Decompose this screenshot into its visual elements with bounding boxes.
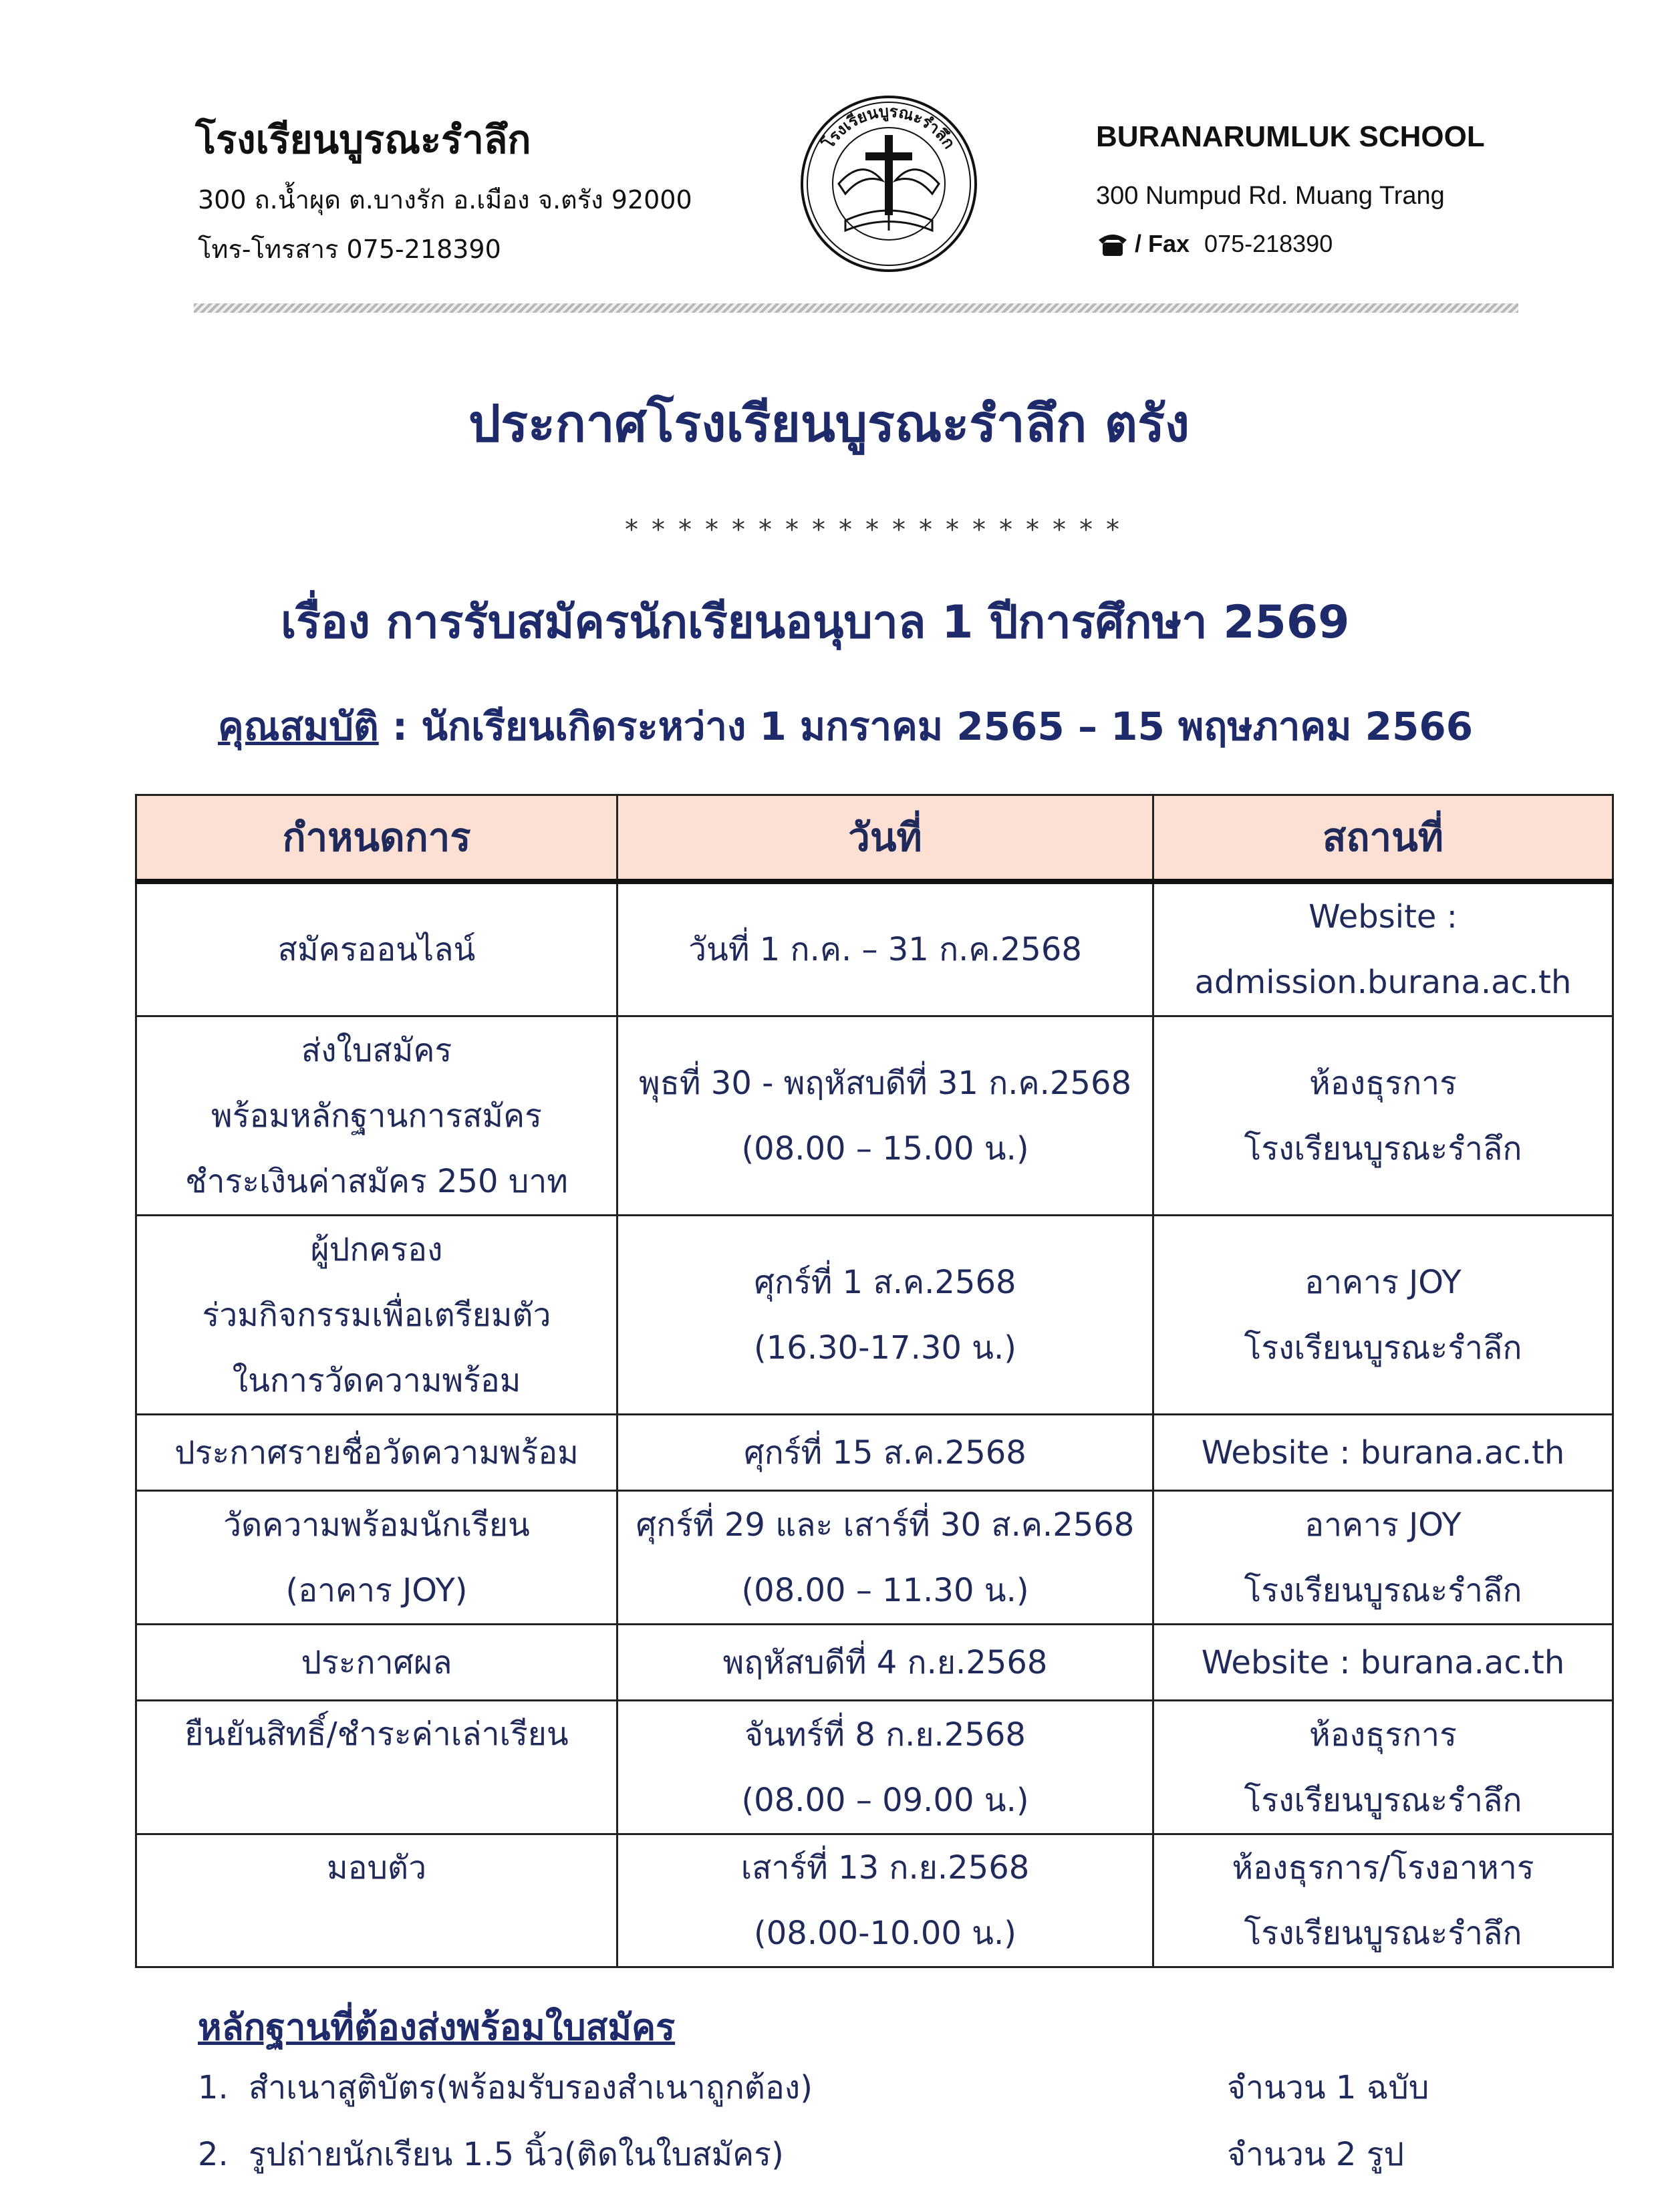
place-cell (1153, 1701, 1613, 1834)
activity-line: ชำระเงินค่าสมัคร 250 บาท (185, 1162, 568, 1200)
item-text: รูปถ่ายนักเรียน 1.5 นิ้ว(ติดในใบสมัคร) (249, 2136, 784, 2173)
activity-cell (136, 1016, 617, 1216)
place-cell (1153, 1016, 1613, 1216)
activity-line: ร่วมกิจกรรมเพื่อเตรียมตัว (202, 1296, 551, 1334)
place-line: อาคาร JOY (1304, 1506, 1462, 1544)
activity-line: มอบตัว (326, 1849, 427, 1887)
school-address-th: 300 ถ.น้ำผุด ต.บางรัก อ.เมือง จ.ตรัง 92000 (198, 185, 692, 215)
activity-line: ส่งใบสมัคร (301, 1031, 452, 1069)
item-number: 1. (198, 2069, 229, 2106)
place-line: admission.burana.ac.th (1194, 964, 1572, 1001)
qualification (218, 695, 1473, 757)
place-line: Website : burana.ac.th (1201, 1643, 1565, 1681)
place-line: อาคาร JOY (1304, 1263, 1462, 1301)
date-line: (08.00 – 11.30 น.) (741, 1571, 1029, 1609)
activity-line: ในการวัดความพร้อม (232, 1361, 521, 1399)
date-cell (617, 1701, 1153, 1834)
date-cell (617, 1834, 1153, 1967)
date-cell (617, 1625, 1153, 1701)
school-phone-th: โทร-โทรสาร 075-218390 (198, 235, 501, 264)
place-cell (1153, 1491, 1613, 1625)
school-name-th: โรงเรียนบูรณะรำลึก (195, 117, 531, 162)
school-address-en: 300 Numpud Rd. Muang Trang (1096, 182, 1445, 210)
activity-cell (136, 1834, 617, 1967)
date-line: ศุกร์ที่ 15 ส.ค.2568 (744, 1433, 1026, 1472)
activity-cell (136, 1701, 617, 1834)
date-line: พุธที่ 30 - พฤหัสบดีที่ 31 ก.ค.2568 (638, 1064, 1132, 1102)
date-line: พฤหัสบดีที่ 4 ก.ย.2568 (722, 1643, 1048, 1681)
header-divider (194, 303, 1518, 313)
date-line: (08.00 – 09.00 น.) (741, 1781, 1029, 1819)
logo-ring-text: โรงเรียนบูรณะรำลึก (819, 102, 959, 152)
table-row (136, 1016, 1613, 1216)
date-cell (617, 1216, 1153, 1415)
date-cell (617, 881, 1153, 1016)
date-line: เสาร์ที่ 13 ก.ย.2568 (740, 1849, 1030, 1887)
table-row (136, 1415, 1613, 1491)
list-item (198, 2129, 1534, 2180)
date-line: จันทร์ที่ 8 ก.ย.2568 (744, 1715, 1026, 1754)
fax-number: 075-218390 (1204, 230, 1333, 257)
school-phone-en (1096, 230, 1333, 258)
date-line: ศุกร์ที่ 29 และ เสาร์ที่ 30 ส.ค.2568 (636, 1506, 1135, 1544)
header-place: สถานที่ (1153, 795, 1613, 882)
place-line: Website : (1308, 898, 1458, 936)
place-line: Website : burana.ac.th (1201, 1433, 1565, 1472)
activity-line: ยืนยันสิทธิ์/ชำระค่าเล่าเรียน (184, 1715, 569, 1753)
activity-line: สมัครออนไลน์ (277, 931, 476, 968)
place-cell (1153, 1834, 1613, 1967)
date-line: (08.00-10.00 น.) (754, 1915, 1016, 1952)
place-cell (1153, 1216, 1613, 1415)
schedule-header-row (136, 795, 1613, 882)
list-item (198, 2062, 1534, 2113)
date-line: วันที่ 1 ก.ค. – 31 ก.ค.2568 (688, 931, 1082, 968)
item-number: 2. (198, 2136, 229, 2173)
date-cell (617, 1491, 1153, 1625)
announcement-subject: เรื่อง การรับสมัครนักเรียนอนุบาล 1 ปีการศึกษา 2569 (281, 596, 1350, 649)
table-row (136, 881, 1613, 1016)
item-text: สำเนาสูติบัตร(พร้อมรับรองสำเนาถูกต้อง) (249, 2069, 813, 2106)
school-name-en: BURANARUMLUK SCHOOL (1096, 120, 1485, 153)
place-line: โรงเรียนบูรณะรำลึก (1244, 1915, 1522, 1952)
telephone-icon (1096, 231, 1129, 257)
school-seal-logo (799, 94, 979, 274)
qualification-label: คุณสมบัติ (218, 704, 379, 749)
place-line: ห้องธุรการ (1309, 1064, 1457, 1102)
place-line: โรงเรียนบูรณะรำลึก (1244, 1129, 1522, 1167)
fax-label: / Fax (1135, 230, 1190, 257)
table-row (136, 1834, 1613, 1967)
activity-line: ผู้ปกครอง (310, 1230, 443, 1268)
activity-cell (136, 881, 617, 1016)
activity-line: (อาคาร JOY) (285, 1571, 468, 1609)
activity-line: ประกาศผล (301, 1643, 452, 1681)
item-quantity: จำนวน 2 รูป (1227, 2136, 1404, 2173)
place-cell (1153, 1625, 1613, 1701)
date-cell (617, 1016, 1153, 1216)
item-quantity: จำนวน 1 ฉบับ (1227, 2069, 1429, 2106)
date-line: (08.00 – 15.00 น.) (741, 1129, 1029, 1167)
place-cell (1153, 1415, 1613, 1491)
header-activity: กำหนดการ (136, 795, 617, 882)
date-cell (617, 1415, 1153, 1491)
date-line: ศุกร์ที่ 1 ส.ค.2568 (754, 1263, 1016, 1301)
announcement-title: ประกาศโรงเรียนบูรณะรำลึก ตรัง (468, 394, 1190, 453)
qualification-text: : นักเรียนเกิดระหว่าง 1 มกราคม 2565 – 15 พฤษภาคม 2566 (378, 704, 1474, 749)
place-line: ห้องธุรการ (1309, 1715, 1457, 1754)
table-row (136, 1491, 1613, 1625)
documents-heading: หลักฐานที่ต้องส่งพร้อมใบสมัคร (198, 2006, 676, 2048)
place-line: โรงเรียนบูรณะรำลึก (1244, 1329, 1522, 1367)
asterisk-separator: ******************* (625, 515, 1133, 545)
place-cell (1153, 881, 1613, 1016)
activity-line: ประกาศรายชื่อวัดความพร้อม (174, 1433, 579, 1472)
table-row (136, 1625, 1613, 1701)
activity-cell (136, 1216, 617, 1415)
date-line: (16.30-17.30 น.) (754, 1329, 1016, 1367)
place-line: โรงเรียนบูรณะรำลึก (1244, 1781, 1522, 1819)
place-line: โรงเรียนบูรณะรำลึก (1244, 1571, 1522, 1609)
activity-line: วัดความพร้อมนักเรียน (223, 1506, 530, 1544)
activity-cell (136, 1415, 617, 1491)
header-date: วันที่ (617, 795, 1153, 882)
activity-cell (136, 1625, 617, 1701)
schedule-table (135, 794, 1614, 1968)
activity-cell (136, 1491, 617, 1625)
table-row (136, 1216, 1613, 1415)
activity-line: พร้อมหลักฐานการสมัคร (211, 1097, 542, 1135)
place-line: ห้องธุรการ/โรงอาหาร (1232, 1849, 1534, 1887)
table-row (136, 1701, 1613, 1834)
